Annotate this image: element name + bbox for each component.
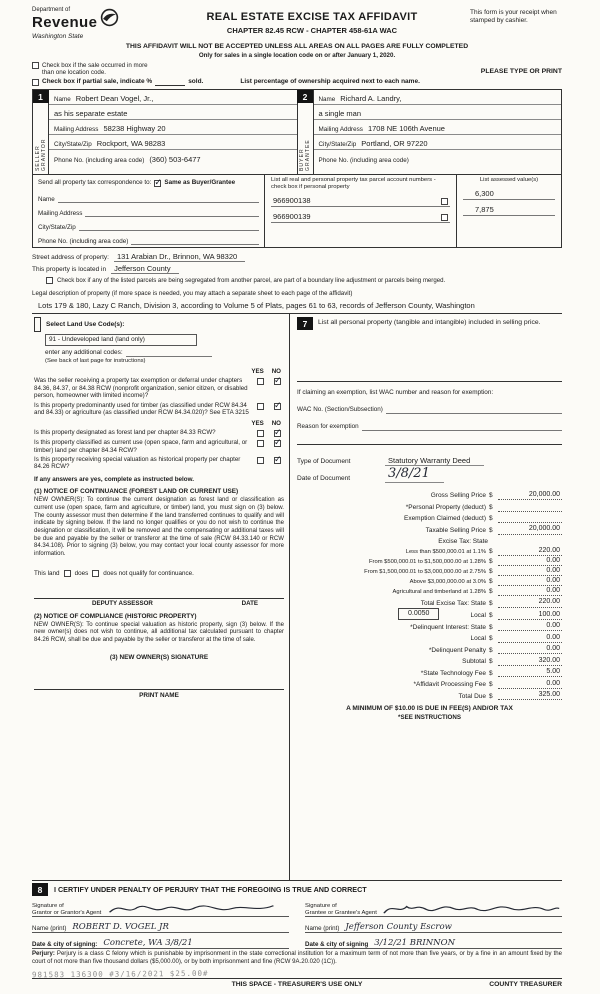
section-7-number: 7: [297, 317, 313, 330]
single-location-note: Only for sales in a single location code on or after January 1, 2020.: [198, 52, 396, 60]
main-columns: [32, 313, 562, 881]
q4-no-checkbox[interactable]: [274, 440, 281, 447]
buyer-phone-label: Phone No. (including area code): [318, 156, 409, 164]
corr-csz-field[interactable]: [79, 222, 259, 231]
buyer-mailing-label: Mailing Address: [318, 125, 363, 133]
corr-phone-field[interactable]: [131, 236, 259, 245]
fin-row-bracket-3: From $1,500,000.01 to $3,000,000.00 at 2.75% $ 0.00: [364, 566, 560, 576]
form-chapter: CHAPTER 82.45 RCW - CHAPTER 458-61A WAC: [226, 26, 398, 36]
seller-csz-label: City/State/Zip: [54, 140, 92, 148]
new-owner-signature-title: (3) NEW OWNER(S) SIGNATURE: [109, 653, 209, 661]
see-instructions-note: *SEE INSTRUCTIONS: [398, 714, 461, 722]
question-historical-property: Is this property receiving special valuation as historical property per chapter 84.26 RCW? ✓: [34, 456, 284, 471]
does-not-qualify-checkbox[interactable]: [92, 570, 99, 577]
street-address-value[interactable]: 131 Arabian Dr., Brinnon, WA 98320: [114, 252, 245, 262]
q2-yes-checkbox[interactable]: [257, 403, 264, 410]
seller-mailing-label: Mailing Address: [54, 125, 99, 133]
revenue-wordmark: Revenue: [32, 14, 98, 32]
fin-row-bracket-2: From $500,000.01 to $1,500,000.00 at 1.28% $ 0.00: [369, 556, 560, 566]
buyer-name-label: Name: [318, 95, 336, 103]
multi-location-checkbox[interactable]: [32, 62, 39, 69]
grantee-name-print-label: Name (print): [305, 924, 340, 932]
grantor-name-print-line[interactable]: [32, 917, 289, 933]
additional-codes-label: enter any additional codes:: [45, 349, 123, 357]
total-due-value[interactable]: 325.00: [498, 691, 562, 700]
seller-name-row-2: [49, 105, 297, 120]
legal-description-value[interactable]: Lots 179 & 180, Lazy C Ranch, Division 3, according to Volume 5 of Plats, pages 61 to 63, records of Jefferson County, Washington: [38, 301, 475, 311]
department-of-label: Department of: [32, 7, 71, 13]
land-use-column: [32, 314, 290, 880]
exemption-claimed-value[interactable]: [498, 514, 562, 523]
question-current-use: Is this property classified as current use (open space, farm and agricultural, or timber) land per chapter 84.34 RCW? ✓: [34, 439, 284, 454]
see-back-note: (See back of last page for instructions): [45, 357, 146, 364]
notice-compliance-body: NEW OWNER(S): To continue special valuation as historic property, sign (3) below. If the new owner(s) does not wish to continue, all additional tax calculated pursuant to chapter 84.26 RCW, shall be due and payable by the seller or transferor at the time of sale.: [34, 621, 284, 644]
yes-no-header-2: YES NO: [251, 419, 281, 427]
seller-phone-value[interactable]: (360) 503-6477: [149, 155, 201, 165]
location-code-row: [32, 62, 562, 77]
notice-compliance-title: (2) NOTICE OF COMPLIANCE (HISTORIC PROPERTY): [34, 612, 197, 620]
grantee-signature-block: [305, 898, 562, 949]
grantee-name-print-value[interactable]: Jefferson County Escrow: [345, 922, 452, 933]
grantor-date-label: Date & city of signing:: [32, 940, 98, 948]
q1-no-checkbox[interactable]: [274, 378, 281, 385]
land-use-code-value[interactable]: 91 - Undeveloped land (land only): [45, 334, 197, 346]
bracket-3-value[interactable]: 0.00: [498, 567, 562, 576]
seller-csz-value[interactable]: Rockport, WA 98283: [96, 139, 166, 149]
perjury-text: Perjury is a class C felony which is punishable by imprisonment in the state correctional institution for a maximum term of not more than five years, or by a fine in an amount fixed by the court of not more than five thousand dollars ($5,000.00), or by both imprisonment and fine (RCW 9A.20.020 (1C)).: [32, 951, 562, 965]
buyer-mailing-value[interactable]: 1708 NE 106th Avenue: [367, 124, 445, 134]
please-type-label: PLEASE TYPE OR PRINT: [480, 68, 562, 76]
section-8-number: 8: [32, 883, 48, 896]
agricultural-timberland-value[interactable]: 0.00: [498, 587, 562, 596]
reason-exemption-field[interactable]: [362, 422, 562, 431]
q1-yes-checkbox[interactable]: [257, 378, 264, 385]
grantee-signature-line[interactable]: [305, 898, 562, 917]
parcel-row: [271, 191, 450, 207]
if-yes-note: If any answers are yes, complete as instructed below.: [34, 475, 195, 483]
fin-row-personal-property-deduct: *Personal Property (deduct) $: [297, 500, 562, 512]
exemption-label: If claiming an exemption, list WAC number and reason for exemption:: [297, 389, 494, 397]
local-rate-box[interactable]: 0.0050: [398, 608, 439, 620]
bracket-1-value[interactable]: 220.00: [498, 547, 562, 556]
corr-name-label: Name: [38, 195, 55, 203]
seller-name-label: Name: [54, 95, 71, 103]
total-excise-state-value[interactable]: 220.00: [498, 598, 562, 607]
fin-row-delinquent-penalty: *Delinquent Penalty $ 0.00: [428, 645, 560, 654]
fin-row-total-due: Total Due $ 325.00: [458, 691, 560, 700]
fin-row-bracket-1: Less than $500,000.01 at 1.1% $ 220.00: [405, 546, 560, 556]
corr-csz-label: City/State/Zip: [38, 223, 76, 231]
grantee-name-print-line[interactable]: [305, 917, 562, 933]
parcel-numbers-header: List all real and personal property tax parcel account numbers - check box if personal property: [271, 177, 436, 191]
corr-phone-label: Phone No. (including area code): [38, 237, 129, 245]
q3-no-checkbox[interactable]: [274, 430, 281, 437]
corr-mailing-field[interactable]: [85, 208, 259, 217]
grantor-name-print-label: Name (print): [32, 924, 67, 932]
seller-csz-row: [49, 135, 297, 150]
bracket-4-value[interactable]: 0.00: [498, 577, 562, 586]
seller-phone-row: [49, 150, 297, 165]
grantor-sig-label-1: Signature of: [32, 902, 64, 909]
q5-no-checkbox[interactable]: [274, 457, 281, 464]
segregated-label: Check box if any of the listed parcels are being segregated from another parcel, are part of a boundary line adjustment or parcels being merged.: [57, 276, 446, 284]
section-1-number: 1: [33, 90, 49, 103]
buyer-csz-row: [314, 135, 562, 150]
dor-logo-icon: [100, 8, 119, 27]
parties-section: [32, 89, 562, 175]
seller-mailing-row: [49, 120, 297, 135]
q2-no-checkbox[interactable]: [274, 403, 281, 410]
receipt-note: This form is your receipt when stamped by cashier.: [470, 9, 557, 24]
certification-statement: I CERTIFY UNDER PENALTY OF PERJURY THAT THE FOREGOING IS TRUE AND CORRECT: [54, 884, 367, 894]
additional-codes-field[interactable]: [126, 349, 212, 357]
cashier-stamp: 981583 136300 #3/16/2021 $25.00#: [31, 968, 209, 980]
tax-column: [290, 314, 562, 880]
personal-property-field[interactable]: [297, 330, 562, 382]
parcel-2-personal-checkbox[interactable]: [441, 214, 448, 221]
ownership-note: List percentage of ownership acquired next to each name.: [240, 78, 420, 86]
washington-state-label: Washington State: [32, 33, 84, 41]
buyer-grantee-box: [297, 90, 562, 174]
assessed-value-1[interactable]: 6,300: [463, 184, 555, 200]
fin-row-total-excise-state: Total Excise Tax: State $ 220.00: [420, 598, 560, 607]
fin-row-subtotal: Subtotal $ 320.00: [462, 656, 560, 666]
notice-continuance-body: NEW OWNER(S): To continue the current designation as forest land or classification as current use (open space, farm and agriculture, or timber) land, you must sign on (3) below. The county assessor must then determine if the land transferred continues to qualify and will indicate by signing below. If the land no longer qualifies or you do not wish to continue the designation or classification, it will be removed and the compensating or additional taxes will be due and payable by the seller or transferor at the time of sale (RCW 84.33.140 or RCW 84.34.108). Prior to signing (3) below, you may contact your local county assessor for more information.: [34, 497, 284, 558]
doc-date-label: Date of Document: [297, 474, 351, 482]
sold-label: sold.: [188, 78, 204, 86]
assessed-value-2[interactable]: 7,875: [463, 200, 555, 216]
grantor-signature: [105, 901, 289, 916]
buyer-mailing-row: [314, 120, 562, 135]
local-tax-value[interactable]: 100.00: [498, 611, 562, 620]
bracket-2-value[interactable]: 0.00: [498, 557, 562, 566]
seller-name-value-2[interactable]: as his separate estate: [54, 109, 128, 119]
affidavit-processing-fee-value[interactable]: 0.00: [498, 680, 562, 689]
q3-yes-checkbox[interactable]: [257, 430, 264, 437]
print-name-label: PRINT NAME: [139, 691, 179, 699]
doc-type-label: Type of Document: [297, 458, 351, 466]
wac-no-field[interactable]: [386, 405, 562, 414]
buyer-name-row: [314, 90, 562, 105]
segregated-checkbox[interactable]: [46, 277, 53, 284]
grantor-signature-block: [32, 898, 289, 949]
grantee-date-value[interactable]: 3/12/21 BRINNON: [374, 938, 456, 949]
grantor-date-line[interactable]: [32, 933, 289, 949]
warning-line: THIS AFFIDAVIT WILL NOT BE ACCEPTED UNLESS ALL AREAS ON ALL PAGES ARE FULLY COMPLETED: [125, 42, 469, 50]
grantee-date-label: Date & city of signing: [305, 940, 369, 948]
land-use-select-label: Select Land Use Code(s):: [46, 320, 125, 328]
seller-name-value[interactable]: Robert Dean Vogel, Jr.,: [75, 94, 154, 104]
certification-section: [32, 883, 562, 949]
corr-name-field[interactable]: [58, 194, 259, 203]
grantor-name-print-value[interactable]: ROBERT D. VOGEL JR: [72, 922, 169, 933]
date-label: DATE: [241, 600, 258, 608]
seller-name-row: [49, 90, 297, 105]
partial-sale-row: [32, 78, 562, 86]
fin-row-agricultural-timberland: Agricultural and timberland at 1.28% $ 0.00: [392, 586, 560, 596]
assessed-values-header: List assessed value(s): [479, 177, 539, 184]
form-title: REAL ESTATE EXCISE TAX AFFIDAVIT: [206, 11, 418, 23]
fin-row-affidavit-processing-fee: *Affidavit Processing Fee $ 0.00: [413, 679, 560, 689]
personal-property-label: List all personal property (tangible and intangible) included in selling price.: [318, 319, 541, 327]
question-timber-agriculture: Is this property predominantly used for timber (as classified under RCW 84.34 and 84.33) or agriculture (as classified under RCW 84.34.020)? See ETA 3215 ✓: [34, 402, 284, 417]
buyer-csz-label: City/State/Zip: [318, 140, 357, 148]
parcel-row: [271, 207, 450, 223]
grantor-sig-label-2: Grantor or Grantor's Agent: [32, 909, 102, 916]
buyer-name-value[interactable]: Richard A. Landry,: [340, 94, 402, 104]
buyer-name-row-2: [314, 105, 562, 120]
grantee-sig-label-2: Grantee or Grantee's Agent: [305, 909, 377, 916]
q5-yes-checkbox[interactable]: [257, 457, 264, 464]
legal-description-label: Legal description of property (if more space is needed, you may attach a separate sheet to each page of the affidavit): [32, 289, 353, 297]
notice-continuance-title: (1) NOTICE OF CONTINUANCE (FOREST LAND OR CURRENT USE): [34, 488, 239, 496]
does-qualify-checkbox[interactable]: [64, 570, 71, 577]
grantee-signature: [381, 901, 562, 916]
fin-row-state-technology-fee: *State Technology Fee $ 5.00: [420, 668, 560, 677]
taxable-selling-price-value[interactable]: 20,000.00: [498, 525, 562, 534]
corr-mailing-label: Mailing Address: [38, 209, 83, 217]
parcel-1-personal-checkbox[interactable]: [441, 198, 448, 205]
parcel-number-1[interactable]: 966900138: [273, 196, 311, 206]
deputy-assessor-label: DEPUTY ASSESSOR: [92, 600, 153, 608]
doc-date-value[interactable]: 3/8/21: [385, 466, 444, 483]
seller-grantor-box: [33, 90, 297, 174]
buyer-grantee-side-label: BUYER GRANTEE: [299, 139, 311, 172]
perjury-note: [32, 951, 562, 966]
seller-phone-label: Phone No. (including area code): [54, 156, 145, 164]
wac-no-label: WAC No. (Section/Subsection): [297, 406, 383, 414]
state-technology-fee-value[interactable]: 5.00: [498, 668, 562, 677]
partial-sale-label: Check box if partial sale, indicate %: [42, 78, 153, 86]
located-in-label: This property is located in: [32, 266, 107, 274]
fin-row-taxable-selling-price: Taxable Selling Price $ 20,000.00: [425, 525, 560, 534]
delinquent-penalty-value[interactable]: 0.00: [498, 645, 562, 654]
section-2-number: 2: [297, 90, 313, 103]
partial-sale-checkbox[interactable]: [32, 79, 39, 86]
q4-yes-checkbox[interactable]: [257, 440, 264, 447]
doc-type-value[interactable]: Statutory Warranty Deed: [385, 456, 484, 466]
header: [32, 7, 562, 41]
title-block: [154, 7, 470, 35]
minimum-fee-note: A MINIMUM OF $10.00 IS DUE IN FEE(S) AND/OR TAX: [346, 705, 513, 713]
print-name-line[interactable]: [34, 662, 284, 690]
personal-property-deduct-value[interactable]: [498, 503, 562, 512]
fin-row-delinquent-interest-state: *Delinquent Interest: State $ 0.00: [410, 622, 560, 631]
buyer-name-value-2[interactable]: a single man: [318, 109, 362, 119]
same-as-buyer-label: Same as Buyer/Grantee: [164, 179, 236, 187]
land-use-section-box: [34, 317, 41, 332]
yes-no-header-1: YES NO: [251, 368, 281, 376]
fin-row-local: 0.0050 Local $ 100.00: [297, 608, 562, 620]
dor-logo-block: [32, 7, 154, 41]
county-treasurer-label: COUNTY TREASURER: [489, 980, 562, 988]
correspondence-section: [32, 175, 562, 248]
seller-grantor-side-label: SELLER GRANTOR: [34, 138, 47, 172]
street-address-label: Street address of property:: [32, 254, 109, 262]
grantor-date-value[interactable]: Concrete, WA 3/8/21: [103, 938, 193, 949]
fin-row-excise-tax-state: Excise Tax: State: [438, 538, 488, 546]
fin-row-gross-selling-price: Gross Selling Price $ 20,000.00: [430, 490, 560, 500]
buyer-phone-row: [314, 150, 562, 165]
footer: [32, 978, 562, 989]
fin-row-exemption-claimed: Exemption Claimed (deduct) $: [297, 512, 562, 524]
partial-sale-percent-field[interactable]: [155, 79, 185, 86]
tax-computation: [297, 489, 562, 701]
treasurer-space-label: THIS SPACE - TREASURER'S USE ONLY: [231, 980, 363, 988]
property-address-section: [32, 250, 562, 310]
gross-selling-price-value[interactable]: 20,000.00: [498, 491, 562, 500]
seller-mailing-value[interactable]: 58238 Highway 20: [103, 124, 166, 134]
same-as-buyer-checkbox[interactable]: [154, 180, 161, 187]
question-forest-land: Is this property designated as forest land per chapter 84.33 RCW? ✓: [34, 429, 284, 437]
parcel-number-2[interactable]: 966900139: [273, 212, 311, 222]
grantee-sig-label-1: Signature of: [305, 902, 337, 909]
fin-row-bracket-4: Above $3,000,000.00 at 3.0% $ 0.00: [409, 576, 560, 586]
delinquent-interest-local-value[interactable]: 0.00: [498, 634, 562, 643]
delinquent-interest-state-value[interactable]: 0.00: [498, 622, 562, 631]
deputy-assessor-signature-line[interactable]: [34, 584, 284, 599]
fin-row-delinquent-interest-local: Local $ 0.00: [470, 633, 560, 643]
perjury-label: Perjury:: [32, 951, 55, 958]
county-value[interactable]: Jefferson County: [111, 264, 179, 274]
buyer-csz-value[interactable]: Portland, OR 97220: [361, 139, 428, 149]
reason-exemption-label: Reason for exemption: [297, 423, 359, 431]
multi-location-label: Check box if the sale occurred in more than one location code.: [42, 61, 148, 77]
grantor-signature-line[interactable]: [32, 898, 289, 917]
send-correspondence-label: Send all property tax correspondence to:: [38, 179, 152, 187]
subtotal-value[interactable]: 320.00: [498, 657, 562, 666]
qualify-row: This land does does not qualify for continuance.: [34, 569, 194, 577]
grantee-date-line[interactable]: [305, 933, 562, 949]
question-tax-exemption: Was the seller receiving a property tax exemption or deferral under chapters 84.36, 84.37, or 84.38 RCW (nonprofit organization, senior citizen, or disabled person, homeowner with limited income)? ✓: [34, 377, 284, 399]
